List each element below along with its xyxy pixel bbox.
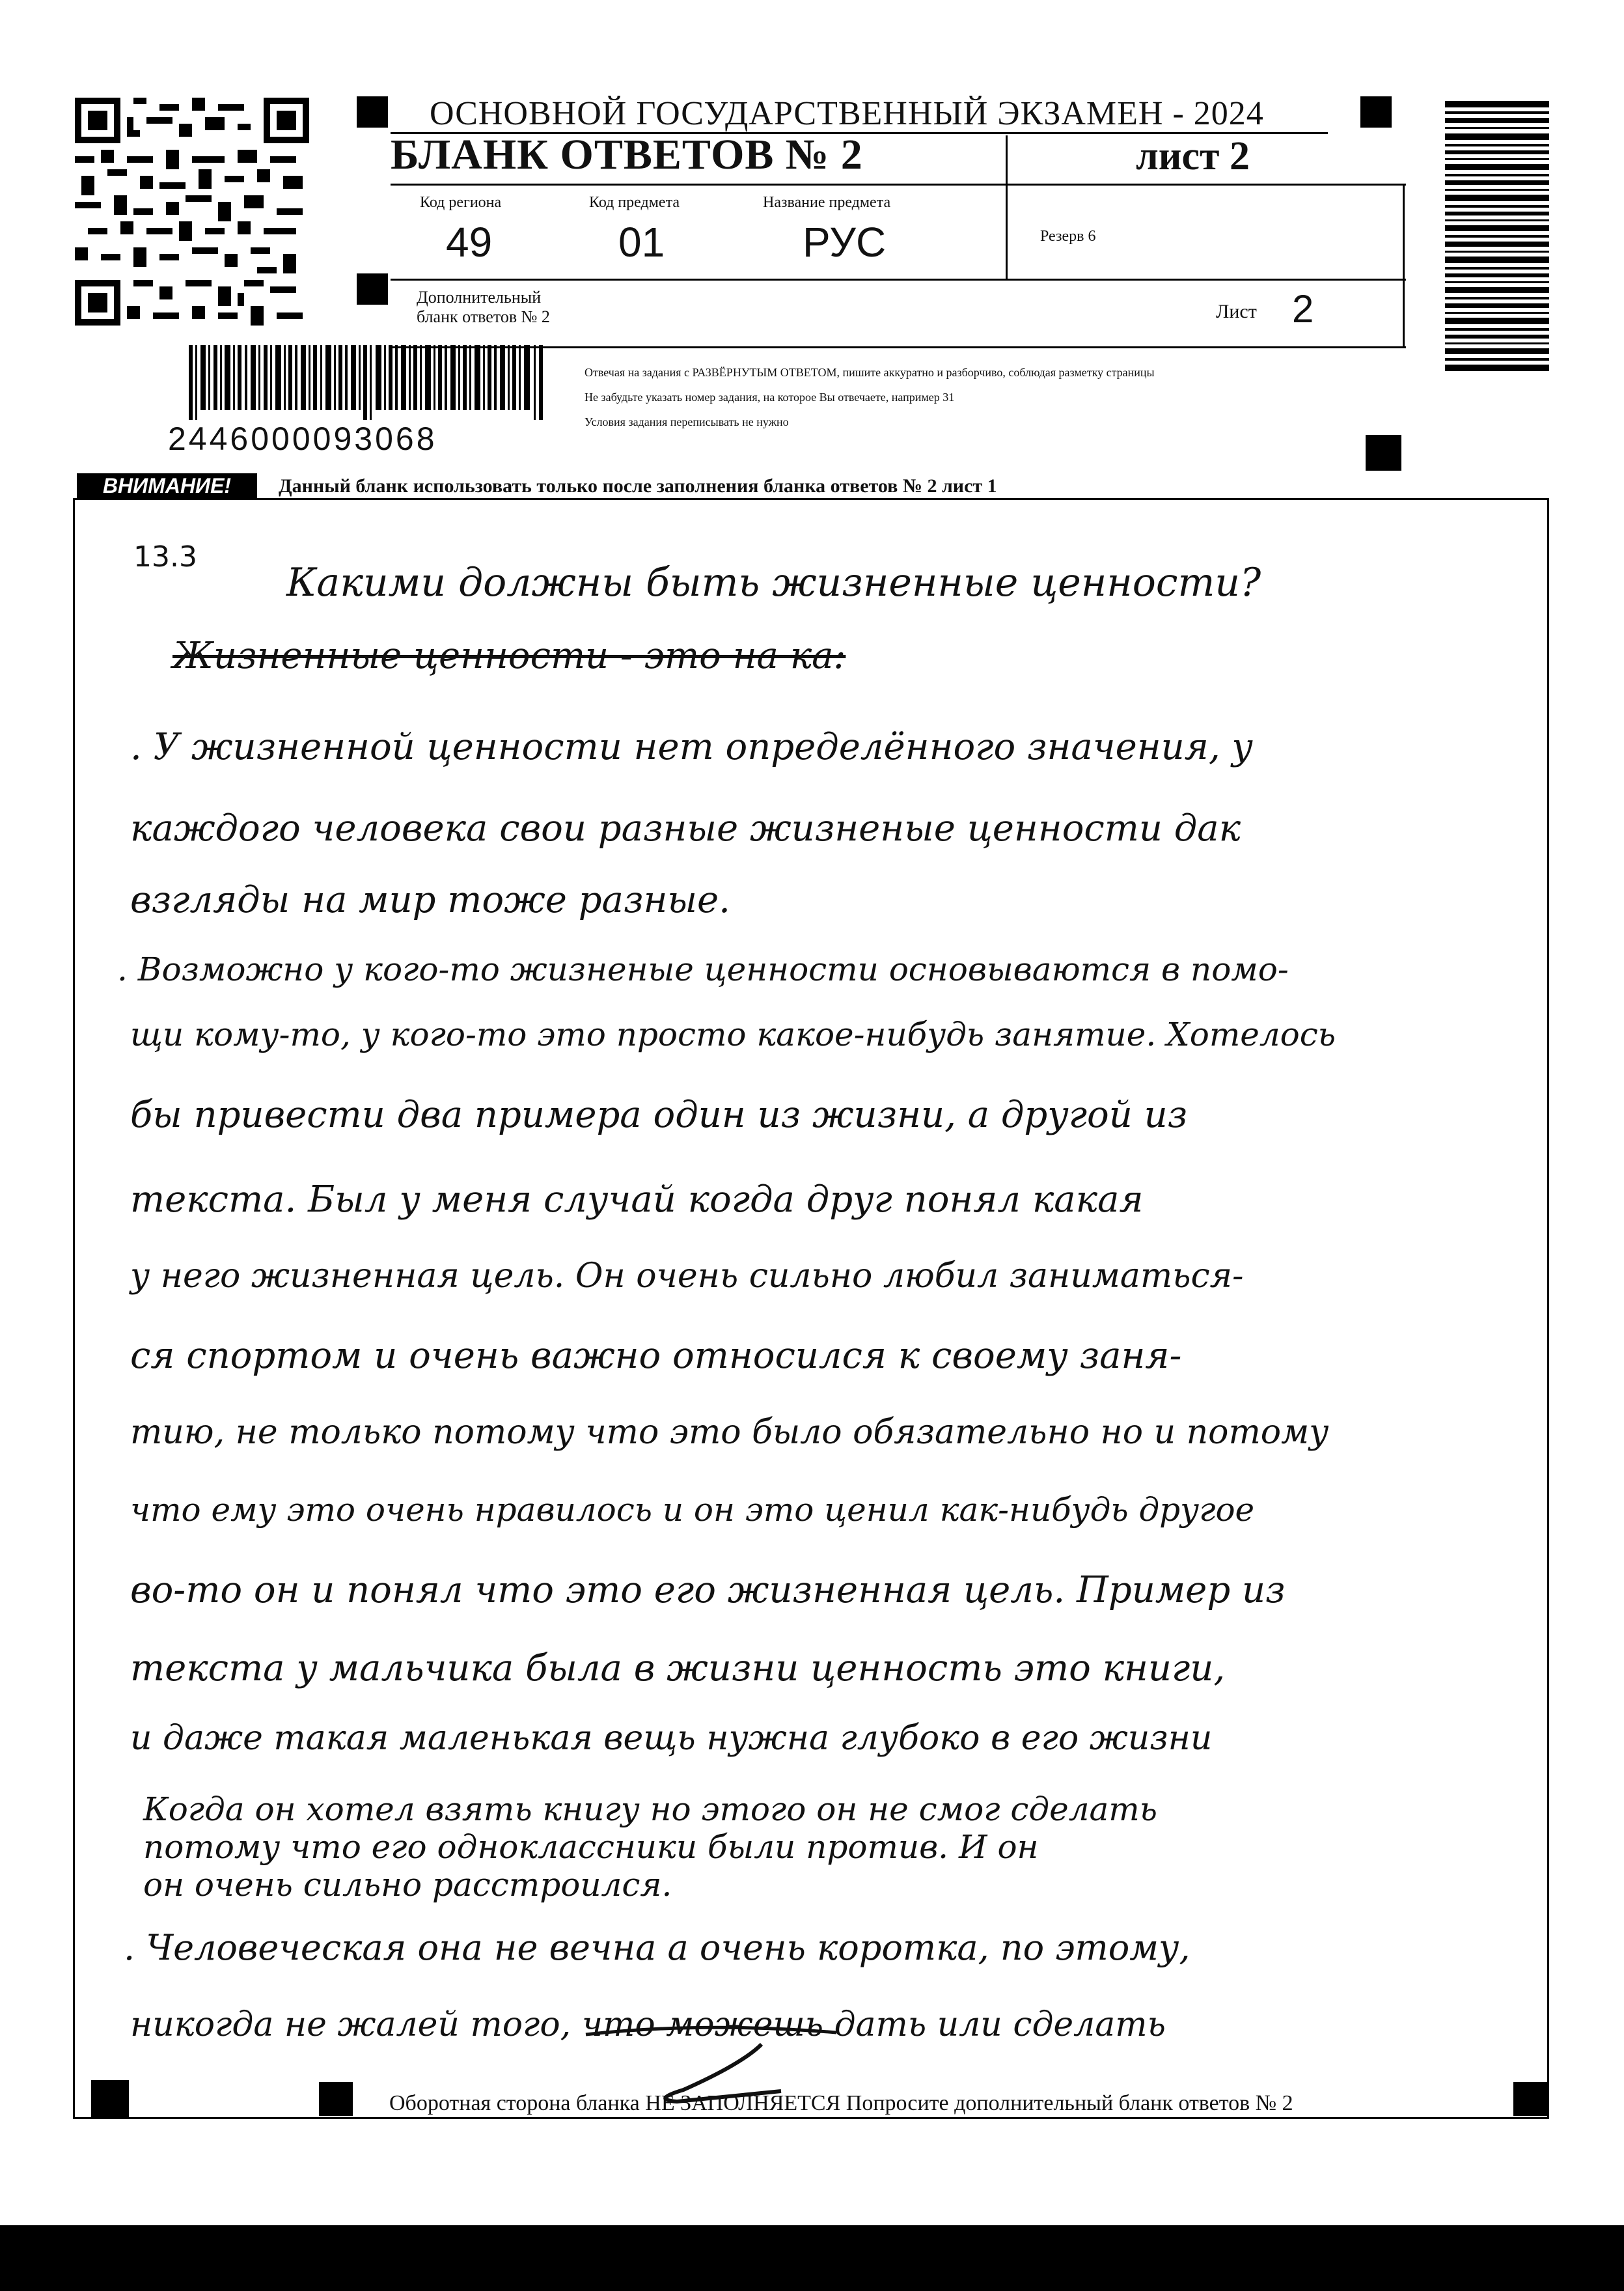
horizontal-barcode	[189, 345, 547, 420]
registration-mark	[319, 2082, 353, 2116]
answer-line: никогда не жалей того, что можешь дать или сделать	[130, 2005, 1166, 2044]
answer-line: Когда он хотел взять книгу но этого он не смог сделать	[143, 1790, 1157, 1828]
divider	[1403, 184, 1405, 346]
region-code-label: Код региона	[420, 194, 502, 211]
answer-line: и даже такая маленькая вещь нужна глубоко в его жизни	[130, 1719, 1213, 1758]
instruction-line: Не забудьте указать номер задания, на которое Вы отвечаете, например 31	[585, 391, 955, 404]
answer-line: он очень сильно расстроился.	[143, 1866, 672, 1904]
subject-name-label: Название предмета	[763, 194, 891, 211]
warning-text: Данный бланк использовать только после заполнения бланка ответов № 2 лист 1	[279, 475, 997, 497]
divider	[391, 279, 1406, 281]
divider	[1006, 135, 1008, 279]
barcode-number: 2446000093068	[168, 421, 437, 457]
answer-line: . Возможно у кого-то жизненые ценности основываются в помо-	[117, 951, 1289, 988]
answer-line: бы привести два примера один из жизни, а другой из	[130, 1094, 1188, 1136]
answer-line: щи кому-то, у кого-то это просто какое-нибудь занятие. Хотелось	[130, 1016, 1336, 1053]
sheet-number: 2	[1292, 287, 1314, 331]
form-title: БЛАНК ОТВЕТОВ № 2	[391, 131, 863, 178]
footer-note: Оборотная сторона бланка НЕ ЗАПОЛНЯЕТСЯ Попросите дополнительный бланк ответов № 2	[389, 2091, 1293, 2115]
exam-title: ОСНОВНОЙ ГОСУДАРСТВЕННЫЙ ЭКЗАМЕН - 2024	[430, 95, 1264, 132]
qr-code	[75, 98, 309, 326]
subject-code-value: 01	[618, 219, 665, 266]
answer-line: текста у мальчика была в жизни ценность это книги,	[130, 1647, 1226, 1689]
registration-mark	[1366, 435, 1401, 471]
sheet-title: лист 2	[1136, 134, 1250, 178]
task-number: 13.3	[133, 540, 197, 574]
answer-line: ся спортом и очень важно относился к своему заня-	[130, 1335, 1182, 1377]
answer-line: тию, не только потому что это было обязательно но и потому	[130, 1413, 1329, 1452]
registration-mark	[1513, 2082, 1547, 2116]
answer-line: что ему это очень нравилось и он это ценил как-нибудь другое	[130, 1491, 1255, 1529]
instruction-line: Условия задания переписывать не нужно	[585, 415, 789, 428]
subject-code-label: Код предмета	[589, 194, 680, 211]
answer-line-crossed: Жизненные ценности - это на ка:	[172, 635, 846, 677]
divider	[391, 346, 1406, 348]
answer-line: текста. Был у меня случай когда друг понял какая	[130, 1178, 1144, 1221]
answer-line: каждого человека свои разные жизненые ценности дак	[130, 807, 1241, 850]
scan-border	[0, 2225, 1624, 2291]
warning-badge: ВНИМАНИЕ!	[77, 473, 257, 498]
vertical-barcode	[1445, 101, 1549, 374]
registration-mark	[91, 2080, 129, 2118]
answer-line: во-то он и понял что это его жизненная цель. Пример из	[130, 1569, 1286, 1611]
sheet-label: Лист	[1216, 301, 1257, 322]
answer-line: Какими должны быть жизненные ценности?	[286, 560, 1261, 605]
reserve-label: Резерв 6	[1040, 228, 1096, 245]
subject-name-value: РУС	[803, 219, 887, 266]
registration-mark	[357, 273, 388, 305]
answer-line: потому что его одноклассники были против. И он	[143, 1828, 1039, 1866]
answer-line: . У жизненной ценности нет определённого значения, у	[130, 726, 1253, 768]
registration-mark	[357, 96, 388, 128]
instruction-line: Отвечая на задания с РАЗВЁРНУТЫМ ОТВЕТОМ, пишите аккуратно и разборчиво, соблюдая разметку страницы	[585, 366, 1155, 379]
answer-line: у него жизненная цель. Он очень сильно любил заниматься-	[130, 1257, 1244, 1296]
registration-mark	[1360, 96, 1392, 128]
additional-form-label: Дополнительный бланк ответов № 2	[417, 288, 550, 326]
region-code-value: 49	[446, 219, 493, 266]
divider	[391, 184, 1406, 186]
answer-line: . Человеческая она не вечна а очень коротка, по этому,	[124, 1927, 1190, 1968]
answer-line: взгляды на мир тоже разные.	[130, 879, 730, 921]
